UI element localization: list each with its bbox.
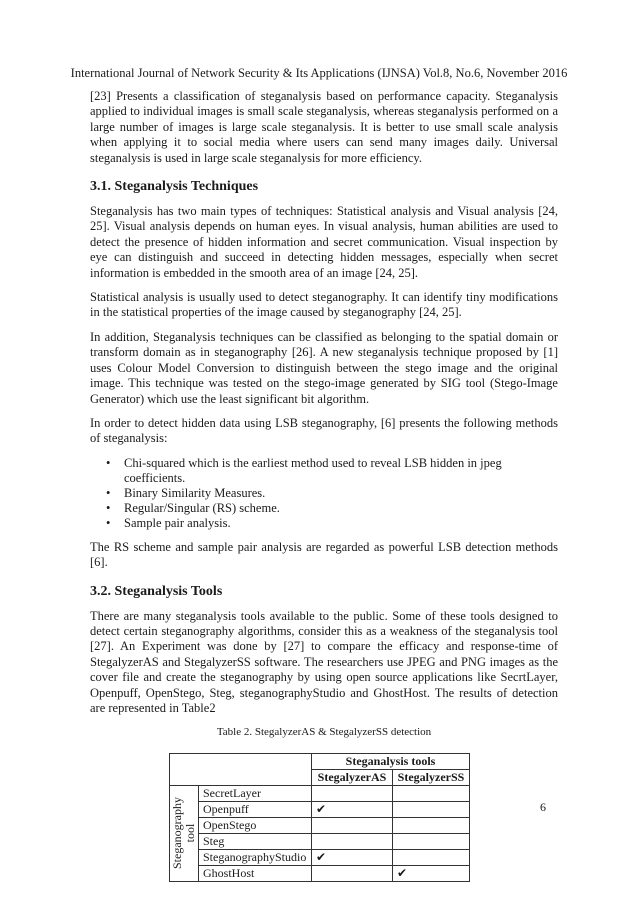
tool-cell: Steg — [199, 833, 312, 849]
check-cell: ✔ — [312, 801, 393, 817]
methods-list — [90, 456, 558, 531]
list-item: • Chi-squared which is the earliest method used to reveal LSB hidden in jpeg coefficients. — [124, 456, 558, 486]
table-row — [170, 849, 470, 865]
table-row — [170, 833, 470, 849]
check-cell — [393, 833, 470, 849]
section-heading-techniques: 3.1. Steganalysis Techniques — [90, 179, 259, 195]
check-cell — [393, 817, 470, 833]
table-corner-cell — [170, 753, 312, 785]
paragraph-domain: In addition, Steganalysis techniques can be classified as belonging to the spatial domain or transform domain as in steganography [26]. A new steganalysis technique proposed by [1] uses Colour Model Conversion to distinguish between the stego image and the original image. This technique was tested on the stego-image generated by SIG tool (Stego-Image Generator) which use the least significant bit algorithm. — [90, 329, 558, 406]
page-body — [90, 89, 558, 882]
table-caption: Table 2. StegalyzerAS & StegalyzerSS detection — [216, 726, 432, 739]
paragraph-lsb: In order to detect hidden data using LSB steganography, [6] presents the following methods of steganalysis: — [90, 415, 558, 446]
paragraph-tools: There are many steganalysis tools available to the public. Some of these tools designed to detect certain steganography algorithms, consider this as a weakness of the steganalysis tool [27]. An Experiment was done by [27] to compare the efficacy and response-time of StegalyzerAS and StegalyzerSS software. The researchers use JPEG and PNG images as the cover file and create the steganography by using open source applications like SecrtLayer, Openpuff, OpenStego, Steg, steganographyStudio and GhostHost. The results of detection are represented in Table2 — [90, 608, 558, 715]
check-cell — [312, 865, 393, 881]
row-group-label: Steganography tool — [170, 797, 197, 870]
check-cell: ✔ — [393, 865, 470, 881]
table-row — [170, 801, 470, 817]
paragraph-statistical: Statistical analysis is usually used to detect steganography. It can identify tiny modifications in the statistical properties of the image caused by steganography [24, 25]. — [90, 290, 558, 320]
column-header-ss: StegalyzerSS — [393, 769, 470, 785]
tool-cell: OpenStego — [199, 817, 312, 833]
check-cell: ✔ — [312, 849, 393, 865]
page-number: 6 — [540, 800, 546, 814]
tool-cell: GhostHost — [199, 865, 312, 881]
tool-cell: SecretLayer — [199, 785, 312, 801]
table-row — [170, 753, 470, 769]
tool-cell: Openpuff — [199, 801, 312, 817]
list-item: • Binary Similarity Measures. — [124, 486, 558, 501]
list-item: • Sample pair analysis. — [124, 516, 558, 531]
table-row — [170, 785, 470, 801]
check-cell — [312, 785, 393, 801]
column-header-as: StegalyzerAS — [312, 769, 393, 785]
check-cell — [312, 833, 393, 849]
detection-table — [169, 753, 470, 882]
check-cell — [393, 849, 470, 865]
journal-header: International Journal of Network Security & Its Applications (IJNSA) Vol.8, No.6, November 2016 — [70, 66, 568, 80]
section-heading-tools: 3.2. Steganalysis Tools — [90, 583, 223, 599]
paragraph-intro: [23] Presents a classification of steganalysis based on performance capacity. Steganalysis applied to individual images is small scale steganalysis, whereas steganalysis performed on a large number of images is large scale steganalysis. It is better to use small scale analysis when applying it to social media where users can send many images daily. Universal steganalysis is used in large scale steganalysis for more efficiency. — [90, 89, 558, 165]
paragraph-techniques: Steganalysis has two main types of techniques: Statistical analysis and Visual analysis [24, 25]. Visual analysis depends on human eyes. In visual analysis, human abilities are used to detect the presence of hidden information and secret communication. Visual inspection by eye can distinguish and succeed in detecting hidden messages, especially when secret information is embedded in the smooth area of an image [24, 25]. — [90, 204, 558, 280]
check-cell — [393, 801, 470, 817]
table-row — [170, 817, 470, 833]
check-cell — [312, 817, 393, 833]
paragraph-rs: The RS scheme and sample pair analysis are regarded as powerful LSB detection methods [6]. — [90, 539, 558, 570]
tool-cell: SteganographyStudio — [199, 849, 312, 865]
table-row — [170, 865, 470, 881]
check-cell — [393, 785, 470, 801]
list-item: • Regular/Singular (RS) scheme. — [124, 501, 558, 516]
group-header: Steganalysis tools — [312, 753, 470, 769]
row-group-header — [170, 785, 199, 881]
